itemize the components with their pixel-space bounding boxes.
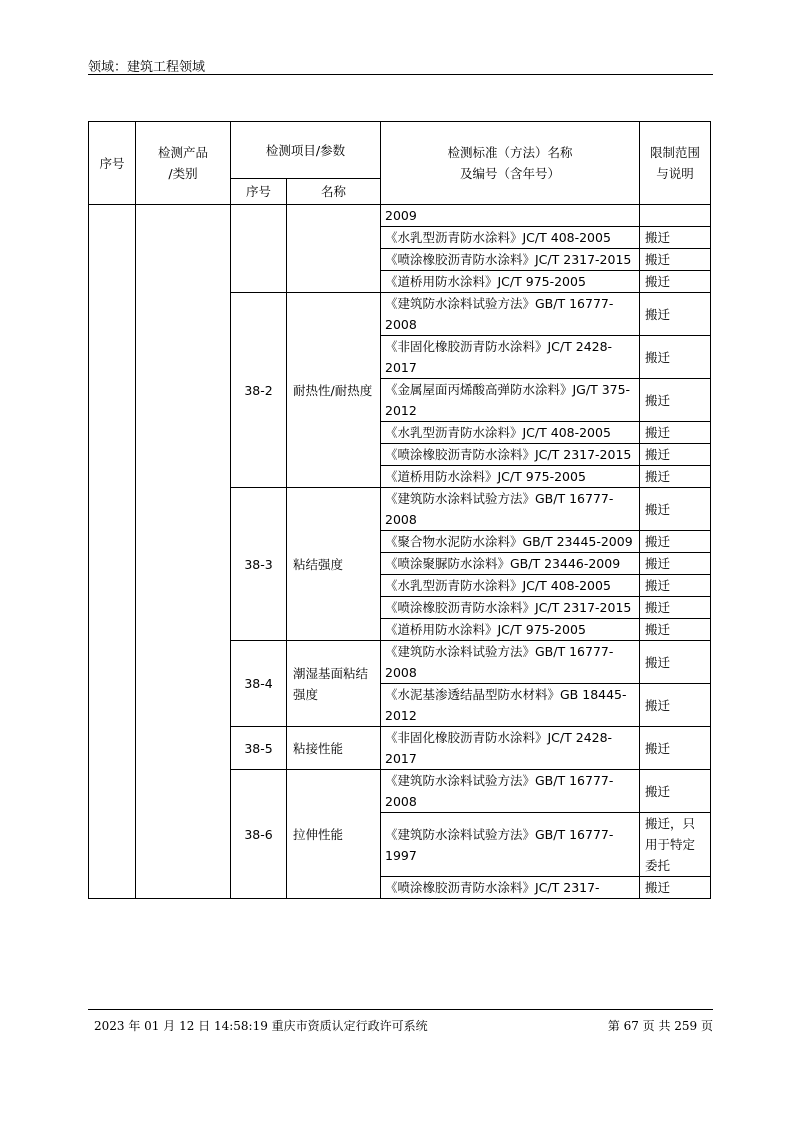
row-seq-cell — [89, 205, 136, 899]
standard-cell: 《聚合物水泥防水涂料》GB/T 23445-2009 — [381, 531, 640, 553]
limit-cell: 搬迁 — [640, 575, 711, 597]
limit-cell: 搬迁 — [640, 641, 711, 684]
standard-cell: 2009 — [381, 205, 640, 227]
limit-cell — [640, 205, 711, 227]
standard-cell: 《建筑防水涂料试验方法》GB/T 16777-1997 — [381, 813, 640, 877]
item-name-cell: 潮湿基面粘结强度 — [287, 641, 381, 727]
row-product-cell — [136, 205, 231, 899]
item-name-cell: 粘结强度 — [287, 488, 381, 641]
col-header-item-seq: 序号 — [231, 179, 287, 205]
standard-cell: 《建筑防水涂料试验方法》GB/T 16777-2008 — [381, 641, 640, 684]
limit-cell: 搬迁 — [640, 531, 711, 553]
col-header-standard-line2: 及编号（含年号） — [459, 166, 560, 181]
item-name-cell: 拉伸性能 — [287, 770, 381, 899]
footer-page-info: 第 67 页 共 259 页 — [607, 1019, 713, 1033]
col-header-limit-line2: 与说明 — [656, 166, 694, 181]
standard-cell: 《水乳型沥青防水涂料》JC/T 408-2005 — [381, 422, 640, 444]
col-header-product-line1: 检测产品 — [157, 145, 208, 160]
standard-cell: 《喷涂橡胶沥青防水涂料》JC/T 2317-2015 — [381, 444, 640, 466]
col-header-standard — [381, 122, 640, 205]
standard-cell: 《道桥用防水涂料》JC/T 975-2005 — [381, 271, 640, 293]
standards-table — [88, 121, 711, 899]
standard-cell: 《喷涂橡胶沥青防水涂料》JC/T 2317-2015 — [381, 597, 640, 619]
standard-cell: 《喷涂橡胶沥青防水涂料》JC/T 2317-2015 — [381, 249, 640, 271]
limit-cell: 搬迁 — [640, 379, 711, 422]
limit-cell: 搬迁 — [640, 770, 711, 813]
col-header-seq: 序号 — [89, 122, 136, 205]
limit-cell: 搬迁，只用于特定委托 — [640, 813, 711, 877]
footer-timestamp-system: 2023 年 01 月 12 日 14:58:19 重庆市资质认定行政许可系统 — [94, 1019, 428, 1033]
limit-cell: 搬迁 — [640, 249, 711, 271]
item-name-cell — [287, 205, 381, 293]
limit-cell: 搬迁 — [640, 727, 711, 770]
standard-cell: 《水泥基渗透结晶型防水材料》GB 18445-2012 — [381, 684, 640, 727]
limit-cell: 搬迁 — [640, 293, 711, 336]
standard-cell: 《道桥用防水涂料》JC/T 975-2005 — [381, 619, 640, 641]
standard-cell: 《建筑防水涂料试验方法》GB/T 16777-2008 — [381, 488, 640, 531]
standard-cell: 《道桥用防水涂料》JC/T 975-2005 — [381, 466, 640, 488]
header-rule — [88, 74, 713, 75]
standard-cell: 《喷涂橡胶沥青防水涂料》JC/T 2317- — [381, 877, 640, 899]
table-row — [89, 205, 711, 227]
footer-rule — [88, 1009, 713, 1010]
limit-cell: 搬迁 — [640, 597, 711, 619]
standard-cell: 《非固化橡胶沥青防水涂料》JC/T 2428-2017 — [381, 336, 640, 379]
limit-cell: 搬迁 — [640, 422, 711, 444]
limit-cell: 搬迁 — [640, 619, 711, 641]
limit-cell: 搬迁 — [640, 553, 711, 575]
limit-cell: 搬迁 — [640, 488, 711, 531]
limit-cell: 搬迁 — [640, 684, 711, 727]
col-header-product-line2: /类别 — [168, 166, 198, 181]
col-header-item-group: 检测项目/参数 — [231, 122, 381, 179]
item-seq-cell: 38-6 — [231, 770, 287, 899]
header-domain-label: 领域：建筑工程领域 — [88, 60, 206, 75]
item-seq-cell: 38-3 — [231, 488, 287, 641]
item-seq-cell: 38-4 — [231, 641, 287, 727]
item-seq-cell: 38-5 — [231, 727, 287, 770]
limit-cell: 搬迁 — [640, 444, 711, 466]
col-header-product — [136, 122, 231, 205]
item-seq-cell — [231, 205, 287, 293]
standard-cell: 《水乳型沥青防水涂料》JC/T 408-2005 — [381, 575, 640, 597]
standard-cell: 《非固化橡胶沥青防水涂料》JC/T 2428-2017 — [381, 727, 640, 770]
item-name-cell: 粘接性能 — [287, 727, 381, 770]
standard-cell: 《喷涂聚脲防水涂料》GB/T 23446-2009 — [381, 553, 640, 575]
limit-cell: 搬迁 — [640, 271, 711, 293]
limit-cell: 搬迁 — [640, 227, 711, 249]
limit-cell: 搬迁 — [640, 877, 711, 899]
col-header-limit — [640, 122, 711, 205]
table-body — [89, 205, 711, 899]
col-header-standard-line1: 检测标准（方法）名称 — [447, 145, 573, 160]
standard-cell: 《水乳型沥青防水涂料》JC/T 408-2005 — [381, 227, 640, 249]
standard-cell: 《建筑防水涂料试验方法》GB/T 16777-2008 — [381, 293, 640, 336]
standard-cell: 《金属屋面丙烯酸高弹防水涂料》JG/T 375-2012 — [381, 379, 640, 422]
col-header-limit-line1: 限制范围 — [649, 145, 700, 160]
item-name-cell: 耐热性/耐热度 — [287, 293, 381, 488]
standard-cell: 《建筑防水涂料试验方法》GB/T 16777-2008 — [381, 770, 640, 813]
col-header-item-name: 名称 — [287, 179, 381, 205]
item-seq-cell: 38-2 — [231, 293, 287, 488]
limit-cell: 搬迁 — [640, 466, 711, 488]
limit-cell: 搬迁 — [640, 336, 711, 379]
